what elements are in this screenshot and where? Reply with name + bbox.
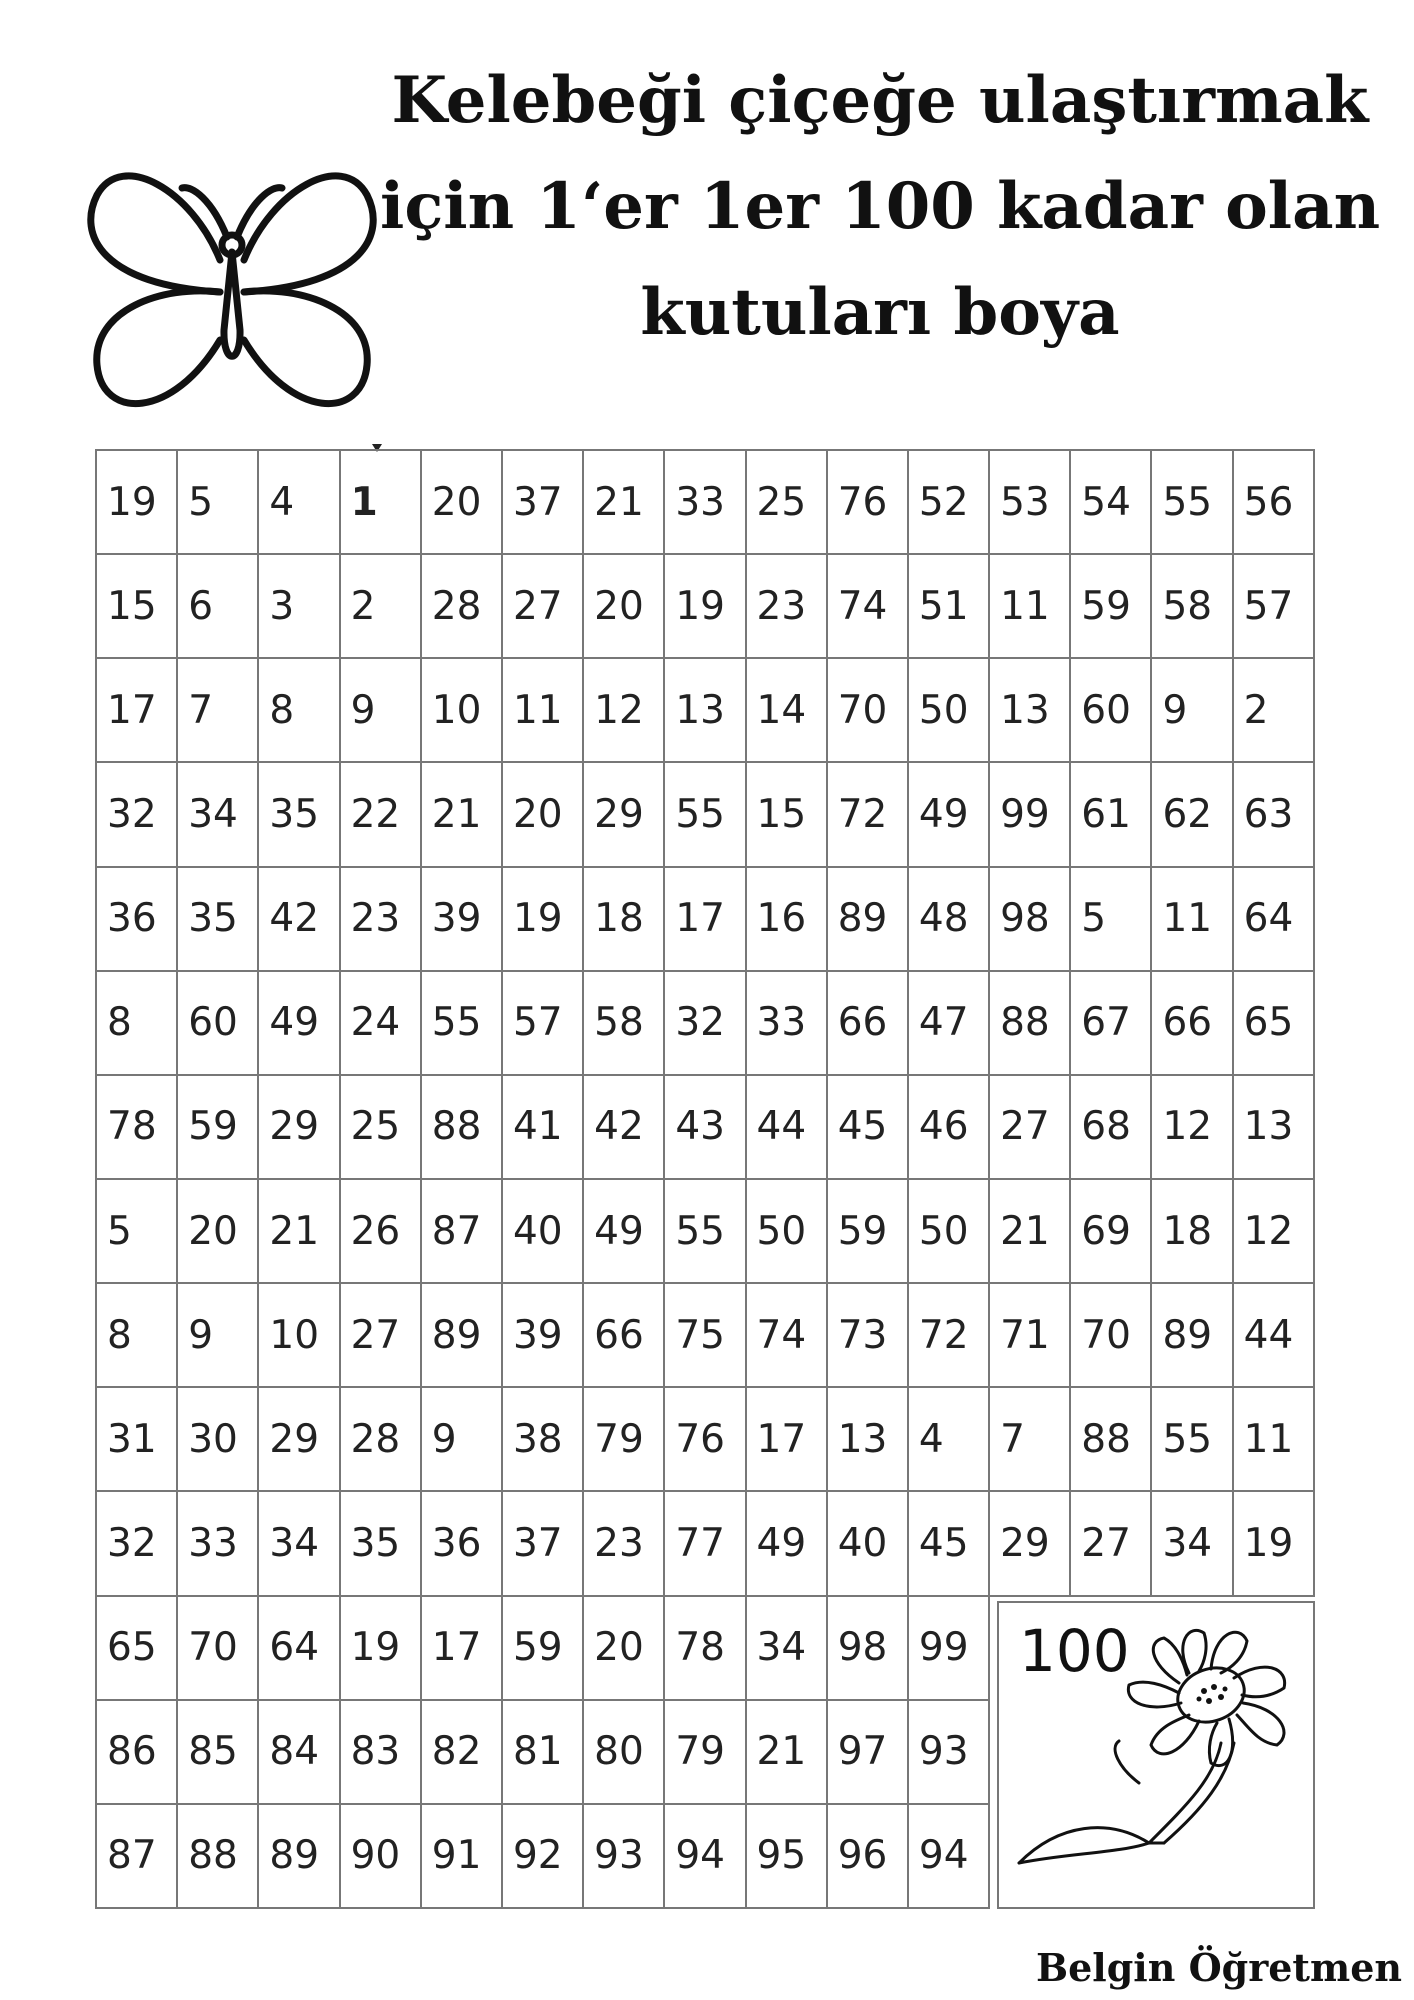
number-cell[interactable]: 33 xyxy=(177,1491,258,1595)
number-cell[interactable]: 1 xyxy=(340,450,421,554)
number-cell[interactable]: 24 xyxy=(340,971,421,1075)
number-cell[interactable]: 40 xyxy=(827,1491,908,1595)
number-cell[interactable]: 63 xyxy=(1233,762,1314,866)
number-cell[interactable]: 39 xyxy=(502,1283,583,1387)
number-cell[interactable]: 43 xyxy=(664,1075,745,1179)
number-cell[interactable]: 11 xyxy=(1233,1387,1314,1491)
number-cell[interactable]: 32 xyxy=(96,1491,177,1595)
number-cell[interactable]: 99 xyxy=(908,1596,989,1700)
number-cell[interactable]: 48 xyxy=(908,867,989,971)
number-cell[interactable]: 17 xyxy=(746,1387,827,1491)
number-cell[interactable]: 75 xyxy=(664,1283,745,1387)
title-line: kutuları boya xyxy=(640,275,1120,350)
number-cell[interactable]: 53 xyxy=(989,450,1070,554)
number-cell[interactable]: 88 xyxy=(421,1075,502,1179)
grid-row xyxy=(96,762,1314,866)
number-cell[interactable]: 23 xyxy=(340,867,421,971)
number-cell[interactable]: 21 xyxy=(258,1179,339,1283)
number-cell[interactable]: 28 xyxy=(421,554,502,658)
number-cell[interactable]: 93 xyxy=(583,1804,664,1908)
number-cell[interactable]: 11 xyxy=(1151,867,1232,971)
grid-row xyxy=(96,658,1314,762)
number-cell[interactable]: 54 xyxy=(1070,450,1151,554)
number-cell[interactable]: 15 xyxy=(746,762,827,866)
number-cell[interactable]: 9 xyxy=(1151,658,1232,762)
number-cell[interactable]: 82 xyxy=(421,1700,502,1804)
number-cell[interactable]: 79 xyxy=(583,1387,664,1491)
number-cell[interactable]: 92 xyxy=(502,1804,583,1908)
number-cell[interactable]: 34 xyxy=(177,762,258,866)
number-cell[interactable]: 29 xyxy=(258,1075,339,1179)
goal-number: 100 xyxy=(1019,1617,1130,1685)
number-cell[interactable]: 4 xyxy=(258,450,339,554)
number-cell[interactable]: 7 xyxy=(989,1387,1070,1491)
number-cell[interactable]: 81 xyxy=(502,1700,583,1804)
number-cell[interactable]: 44 xyxy=(1233,1283,1314,1387)
number-cell[interactable]: 88 xyxy=(1070,1387,1151,1491)
number-cell[interactable]: 59 xyxy=(827,1179,908,1283)
number-cell[interactable]: 22 xyxy=(340,762,421,866)
number-cell[interactable]: 66 xyxy=(583,1283,664,1387)
number-cell[interactable]: 69 xyxy=(1070,1179,1151,1283)
number-cell[interactable]: 93 xyxy=(908,1700,989,1804)
number-cell[interactable]: 8 xyxy=(258,658,339,762)
number-cell[interactable]: 20 xyxy=(583,1596,664,1700)
number-cell[interactable]: 87 xyxy=(96,1804,177,1908)
title-line: Kelebeği çiçeğe ulaştırmak xyxy=(391,63,1369,138)
grid-row xyxy=(96,971,1314,1075)
number-cell[interactable]: 89 xyxy=(258,1804,339,1908)
number-cell[interactable]: 29 xyxy=(989,1491,1070,1595)
number-cell[interactable]: 34 xyxy=(1151,1491,1232,1595)
number-cell[interactable]: 78 xyxy=(96,1075,177,1179)
number-cell[interactable]: 64 xyxy=(258,1596,339,1700)
number-cell[interactable]: 23 xyxy=(583,1491,664,1595)
number-cell[interactable]: 90 xyxy=(340,1804,421,1908)
number-cell[interactable]: 19 xyxy=(340,1596,421,1700)
number-cell[interactable]: 70 xyxy=(827,658,908,762)
number-cell[interactable]: 70 xyxy=(177,1596,258,1700)
number-cell[interactable]: 27 xyxy=(989,1075,1070,1179)
number-cell[interactable]: 74 xyxy=(827,554,908,658)
number-cell[interactable]: 35 xyxy=(177,867,258,971)
butterfly-icon xyxy=(82,160,382,428)
number-cell[interactable]: 13 xyxy=(827,1387,908,1491)
number-cell[interactable]: 34 xyxy=(746,1596,827,1700)
number-cell[interactable]: 4 xyxy=(908,1387,989,1491)
number-cell[interactable]: 25 xyxy=(340,1075,421,1179)
number-cell[interactable]: 87 xyxy=(421,1179,502,1283)
number-cell[interactable]: 29 xyxy=(258,1387,339,1491)
number-cell[interactable]: 6 xyxy=(177,554,258,658)
number-cell[interactable]: 37 xyxy=(502,1491,583,1595)
number-cell[interactable]: 28 xyxy=(340,1387,421,1491)
number-cell[interactable]: 52 xyxy=(908,450,989,554)
number-cell[interactable]: 27 xyxy=(340,1283,421,1387)
number-cell[interactable]: 19 xyxy=(1233,1491,1314,1595)
number-cell[interactable]: 61 xyxy=(1070,762,1151,866)
number-cell[interactable]: 98 xyxy=(989,867,1070,971)
author-credit: Belgin Öğretmen xyxy=(1035,1945,1402,1990)
number-cell[interactable]: 10 xyxy=(421,658,502,762)
number-cell[interactable]: 37 xyxy=(502,450,583,554)
number-cell[interactable]: 55 xyxy=(1151,1387,1232,1491)
number-cell[interactable]: 66 xyxy=(827,971,908,1075)
number-cell[interactable]: 83 xyxy=(340,1700,421,1804)
number-cell[interactable]: 17 xyxy=(664,867,745,971)
grid-row xyxy=(96,867,1314,971)
number-cell[interactable]: 34 xyxy=(258,1491,339,1595)
number-cell[interactable]: 94 xyxy=(664,1804,745,1908)
number-cell[interactable]: 91 xyxy=(421,1804,502,1908)
number-cell[interactable]: 12 xyxy=(1151,1075,1232,1179)
number-cell[interactable]: 9 xyxy=(421,1387,502,1491)
number-cell[interactable]: 10 xyxy=(258,1283,339,1387)
number-cell[interactable]: 60 xyxy=(177,971,258,1075)
number-cell[interactable]: 94 xyxy=(908,1804,989,1908)
number-cell[interactable]: 50 xyxy=(908,658,989,762)
number-cell[interactable]: 14 xyxy=(746,658,827,762)
number-cell[interactable]: 17 xyxy=(96,658,177,762)
number-cell[interactable]: 33 xyxy=(664,450,745,554)
number-cell[interactable]: 55 xyxy=(421,971,502,1075)
number-cell[interactable]: 5 xyxy=(177,450,258,554)
number-cell[interactable]: 21 xyxy=(421,762,502,866)
number-cell[interactable]: 46 xyxy=(908,1075,989,1179)
number-cell[interactable]: 42 xyxy=(583,1075,664,1179)
number-cell[interactable]: 89 xyxy=(827,867,908,971)
number-cell[interactable]: 98 xyxy=(827,1596,908,1700)
number-cell[interactable]: 32 xyxy=(96,762,177,866)
grid-row xyxy=(96,554,1314,658)
number-cell[interactable]: 45 xyxy=(908,1491,989,1595)
number-cell[interactable]: 72 xyxy=(827,762,908,866)
number-cell[interactable]: 88 xyxy=(177,1804,258,1908)
number-cell[interactable]: 7 xyxy=(177,658,258,762)
number-cell[interactable]: 16 xyxy=(746,867,827,971)
number-cell[interactable]: 65 xyxy=(96,1596,177,1700)
number-cell[interactable]: 97 xyxy=(827,1700,908,1804)
number-cell[interactable]: 58 xyxy=(1151,554,1232,658)
number-cell[interactable]: 99 xyxy=(989,762,1070,866)
number-cell[interactable]: 67 xyxy=(1070,971,1151,1075)
number-cell[interactable]: 59 xyxy=(1070,554,1151,658)
number-cell[interactable]: 19 xyxy=(664,554,745,658)
number-cell[interactable]: 55 xyxy=(1151,450,1232,554)
number-cell[interactable]: 60 xyxy=(1070,658,1151,762)
number-cell[interactable]: 26 xyxy=(340,1179,421,1283)
number-cell[interactable]: 68 xyxy=(1070,1075,1151,1179)
number-cell[interactable]: 71 xyxy=(989,1283,1070,1387)
number-cell[interactable]: 29 xyxy=(583,762,664,866)
number-cell[interactable]: 49 xyxy=(258,971,339,1075)
number-cell[interactable]: 17 xyxy=(421,1596,502,1700)
number-cell[interactable]: 9 xyxy=(340,658,421,762)
number-cell[interactable]: 33 xyxy=(746,971,827,1075)
number-cell[interactable]: 59 xyxy=(177,1075,258,1179)
number-cell[interactable]: 2 xyxy=(340,554,421,658)
number-cell[interactable]: 13 xyxy=(664,658,745,762)
number-cell[interactable]: 50 xyxy=(746,1179,827,1283)
number-cell[interactable]: 72 xyxy=(908,1283,989,1387)
grid-row xyxy=(96,1387,1314,1491)
number-cell[interactable]: 50 xyxy=(908,1179,989,1283)
number-cell[interactable]: 13 xyxy=(989,658,1070,762)
number-cell[interactable]: 89 xyxy=(1151,1283,1232,1387)
number-cell[interactable]: 21 xyxy=(989,1179,1070,1283)
grid-row xyxy=(96,450,1314,554)
number-cell[interactable]: 27 xyxy=(1070,1491,1151,1595)
number-cell[interactable]: 86 xyxy=(96,1700,177,1804)
number-cell[interactable]: 65 xyxy=(1233,971,1314,1075)
number-cell[interactable]: 8 xyxy=(96,971,177,1075)
number-cell[interactable]: 19 xyxy=(502,867,583,971)
worksheet-title xyxy=(380,48,1380,366)
number-cell[interactable]: 25 xyxy=(746,450,827,554)
number-cell[interactable]: 59 xyxy=(502,1596,583,1700)
number-cell[interactable]: 9 xyxy=(177,1283,258,1387)
number-cell[interactable]: 18 xyxy=(583,867,664,971)
number-cell[interactable]: 12 xyxy=(583,658,664,762)
number-cell[interactable]: 76 xyxy=(664,1387,745,1491)
number-cell[interactable]: 70 xyxy=(1070,1283,1151,1387)
number-cell[interactable]: 21 xyxy=(583,450,664,554)
number-cell[interactable]: 66 xyxy=(1151,971,1232,1075)
number-cell[interactable]: 12 xyxy=(1233,1179,1314,1283)
title-line: için 1‘er 1er 100 kadar olan xyxy=(380,169,1381,244)
number-cell[interactable]: 15 xyxy=(96,554,177,658)
number-cell[interactable]: 96 xyxy=(827,1804,908,1908)
number-cell[interactable]: 84 xyxy=(258,1700,339,1804)
number-cell[interactable]: 20 xyxy=(177,1179,258,1283)
number-cell[interactable]: 49 xyxy=(746,1491,827,1595)
grid-row xyxy=(96,1075,1314,1179)
number-cell[interactable]: 19 xyxy=(96,450,177,554)
number-cell[interactable]: 36 xyxy=(96,867,177,971)
number-cell[interactable]: 32 xyxy=(664,971,745,1075)
number-cell[interactable]: 42 xyxy=(258,867,339,971)
number-cell[interactable]: 5 xyxy=(1070,867,1151,971)
number-cell[interactable]: 74 xyxy=(746,1283,827,1387)
number-cell[interactable]: 44 xyxy=(746,1075,827,1179)
number-cell[interactable]: 56 xyxy=(1233,450,1314,554)
number-cell[interactable]: 20 xyxy=(583,554,664,658)
number-cell[interactable]: 41 xyxy=(502,1075,583,1179)
number-cell[interactable]: 55 xyxy=(664,1179,745,1283)
number-cell[interactable]: 85 xyxy=(177,1700,258,1804)
number-cell[interactable]: 35 xyxy=(258,762,339,866)
number-cell[interactable]: 3 xyxy=(258,554,339,658)
number-cell[interactable]: 88 xyxy=(989,971,1070,1075)
number-cell[interactable]: 31 xyxy=(96,1387,177,1491)
number-cell[interactable]: 27 xyxy=(502,554,583,658)
number-cell[interactable]: 39 xyxy=(421,867,502,971)
number-cell[interactable]: 51 xyxy=(908,554,989,658)
number-cell[interactable]: 76 xyxy=(827,450,908,554)
number-cell[interactable]: 64 xyxy=(1233,867,1314,971)
grid-row xyxy=(96,1491,1314,1595)
number-cell[interactable]: 11 xyxy=(989,554,1070,658)
number-cell[interactable]: 49 xyxy=(583,1179,664,1283)
number-cell[interactable]: 23 xyxy=(746,554,827,658)
number-maze xyxy=(95,449,1315,1909)
number-cell[interactable]: 20 xyxy=(421,450,502,554)
number-cell[interactable]: 89 xyxy=(421,1283,502,1387)
number-cell[interactable]: 49 xyxy=(908,762,989,866)
number-cell[interactable]: 38 xyxy=(502,1387,583,1491)
number-cell[interactable]: 78 xyxy=(664,1596,745,1700)
number-cell[interactable]: 20 xyxy=(502,762,583,866)
number-cell[interactable]: 30 xyxy=(177,1387,258,1491)
number-cell[interactable]: 77 xyxy=(664,1491,745,1595)
number-cell[interactable]: 2 xyxy=(1233,658,1314,762)
number-cell[interactable]: 45 xyxy=(827,1075,908,1179)
number-cell[interactable]: 55 xyxy=(664,762,745,866)
number-cell[interactable]: 80 xyxy=(583,1700,664,1804)
grid-row xyxy=(96,1179,1314,1283)
number-cell[interactable]: 62 xyxy=(1151,762,1232,866)
goal-cell[interactable] xyxy=(997,1601,1315,1909)
number-cell[interactable]: 95 xyxy=(746,1804,827,1908)
number-cell[interactable]: 79 xyxy=(664,1700,745,1804)
number-cell[interactable]: 11 xyxy=(502,658,583,762)
number-cell[interactable]: 73 xyxy=(827,1283,908,1387)
number-cell[interactable]: 36 xyxy=(421,1491,502,1595)
number-cell[interactable]: 18 xyxy=(1151,1179,1232,1283)
number-cell[interactable]: 21 xyxy=(746,1700,827,1804)
number-cell[interactable]: 35 xyxy=(340,1491,421,1595)
number-cell[interactable]: 8 xyxy=(96,1283,177,1387)
number-cell[interactable]: 13 xyxy=(1233,1075,1314,1179)
number-cell[interactable]: 57 xyxy=(1233,554,1314,658)
number-cell[interactable]: 40 xyxy=(502,1179,583,1283)
number-cell[interactable]: 57 xyxy=(502,971,583,1075)
number-cell[interactable]: 58 xyxy=(583,971,664,1075)
number-cell[interactable]: 5 xyxy=(96,1179,177,1283)
number-cell[interactable]: 47 xyxy=(908,971,989,1075)
grid-row xyxy=(96,1283,1314,1387)
